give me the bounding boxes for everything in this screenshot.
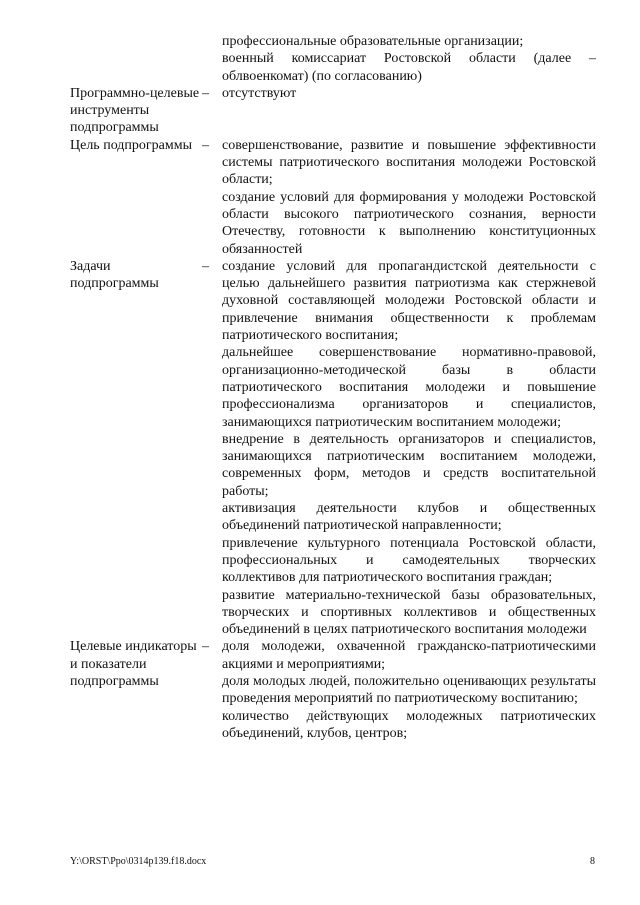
row-dash: – <box>202 137 209 153</box>
passport-table <box>0 33 640 742</box>
row-paragraph: доля молодых людей, положительно оценивающих результаты проведения мероприятий по патриотическому воспитанию; <box>222 673 596 707</box>
row-paragraph: привлечение культурного потенциала Ростовской области, профессиональных и самодеятельных творческих коллективов для патриотического воспитания граждан; <box>222 535 596 586</box>
row-paragraph: развитие материально-технической базы образовательных, творческих и спортивных коллективов и общественных объединений в целях патриотического воспитания молодежи <box>222 587 596 638</box>
table-row <box>0 85 640 137</box>
row-dash: – <box>202 85 209 101</box>
row-paragraph: создание условий для формирования у молодежи Ростовской области высокого патриотического сознания, верности Отечеству, готовности к выполнению конституционных обязанностей <box>222 189 596 257</box>
row-paragraph: профессиональные образовательные организации; <box>222 34 524 49</box>
row-paragraph: отсутствуют <box>222 85 297 101</box>
table-row <box>0 638 640 742</box>
row-content <box>222 638 596 742</box>
row-paragraph: доля молодежи, охваченной гражданско-патриотическими акциями и мероприятиями; <box>222 639 596 672</box>
row-dash: – <box>202 639 209 655</box>
row-paragraph: совершенствование, развитие и повышение эффективности системы патриотического воспитания молодежи Ростовской области; <box>222 137 596 188</box>
row-label: Целевые индикаторы и показатели подпрограммы <box>70 639 197 689</box>
row-paragraph: активизация деятельности клубов и общественных объединений патриотической направленности; <box>222 501 596 534</box>
row-paragraph: создание условий для пропагандистской деятельности с целью дальнейшего развития патриотизма как стержневой духовной составляющей молодежи Ростовской области и привлечение внимания общественности к проблемам патриотического воспитания; <box>222 258 596 344</box>
row-label <box>0 33 202 85</box>
row-paragraph: дальнейшее совершенствование нормативно-правовой, организационно-методической базы в области патриотического воспитания молодежи и повышение профессионализма организаторов и специалистов, занимающихся патриотическим воспитанием молодежи; <box>222 345 596 430</box>
row-label: Программно-целевые инструменты подпрограммы <box>70 85 200 136</box>
file-path: Y:\ORST\Ppo\0314p139.f18.docx <box>70 856 207 867</box>
page-number: 8 <box>590 856 595 867</box>
page-footer <box>70 856 595 867</box>
row-paragraph: военный комиссариат Ростовской области (далее – облвоенкомат) (по согласованию) <box>222 51 596 84</box>
row-paragraph: внедрение в деятельность организаторов и специалистов, занимающихся патриотическим воспитанием молодежи, современных форм, методов и средств воспитательной работы; <box>222 431 596 499</box>
table-row <box>0 33 640 85</box>
table-row <box>0 137 640 258</box>
row-content <box>222 137 596 258</box>
row-dash <box>202 33 222 85</box>
row-content <box>222 258 596 639</box>
row-paragraph: количество действующих молодежных патриотических объединений, клубов, центров; <box>222 708 596 741</box>
row-label: Задачи подпрограммы <box>70 258 159 292</box>
row-content <box>222 33 596 85</box>
table-row <box>0 258 640 639</box>
row-content <box>222 85 596 137</box>
row-label: Цель подпрограммы <box>70 137 192 153</box>
row-dash: – <box>202 258 209 274</box>
